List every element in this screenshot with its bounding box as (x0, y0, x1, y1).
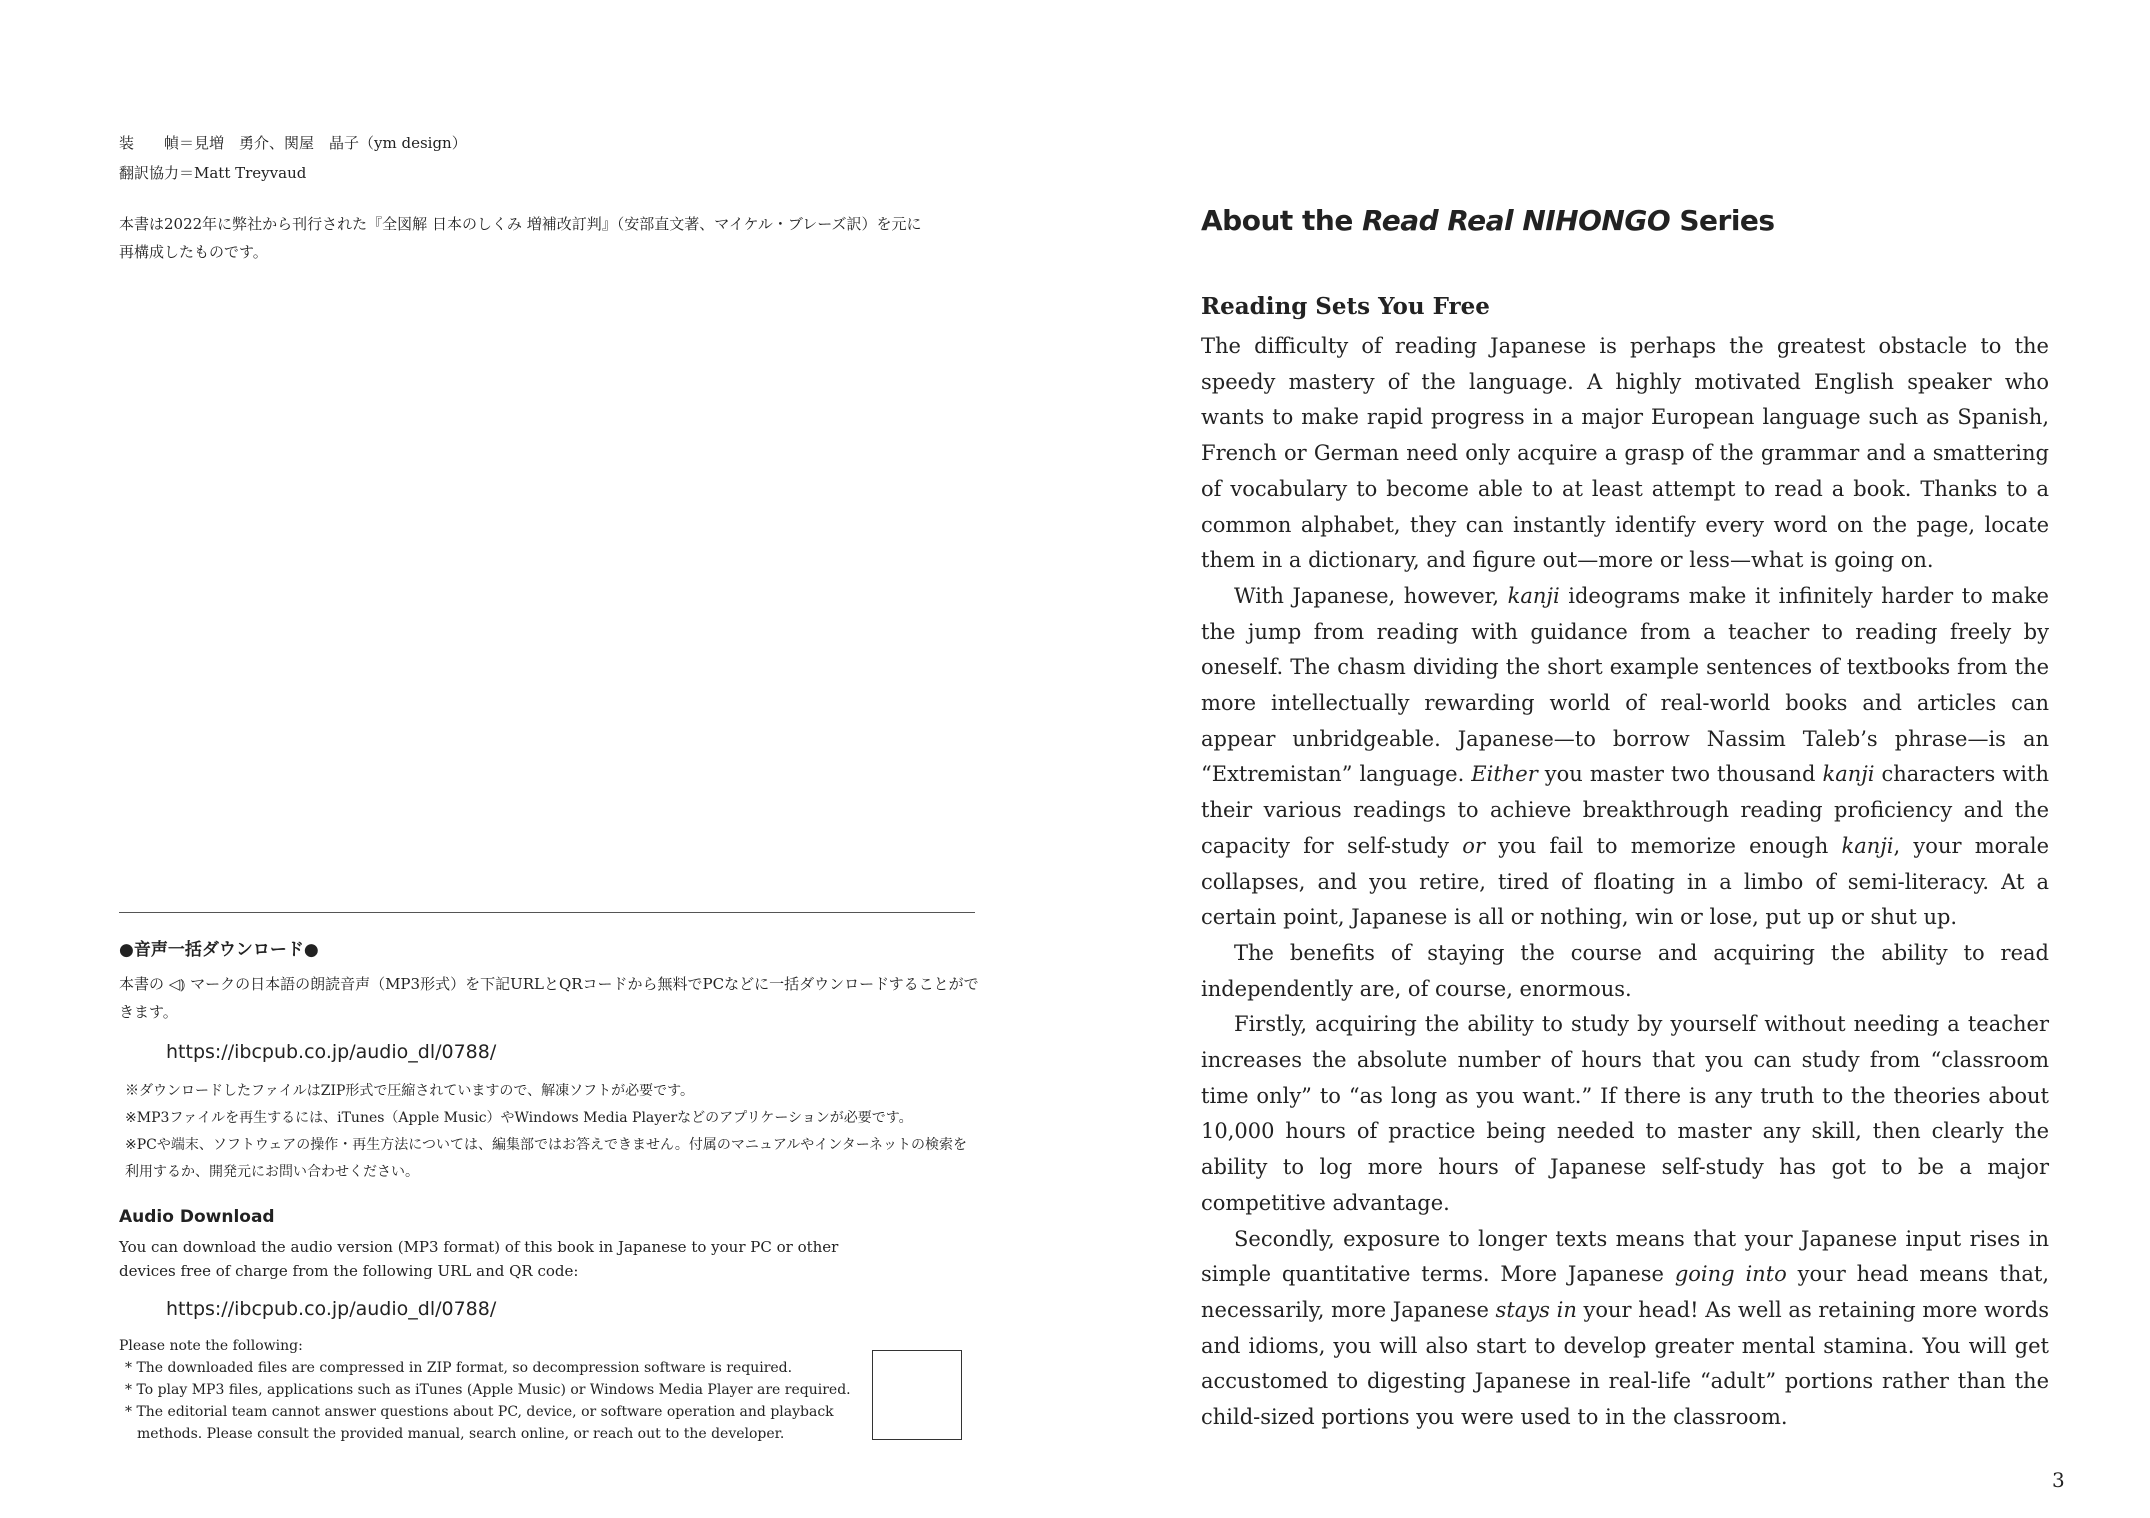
essay-paragraph (1201, 936, 2049, 1007)
essay-text: Secondly, exposure to longer texts means that your Japanese input rises in simple quantitative terms. More Japanese (1201, 1226, 2049, 1287)
essay-emphasis: kanji (1841, 833, 1894, 858)
page-number: 3 (2052, 1468, 2065, 1492)
essay-paragraph (1201, 329, 2049, 579)
jp-download-heading: ●音声一括ダウンロード● (119, 940, 319, 960)
jp-download-note: ※ダウンロードしたファイルはZIP形式で圧縮されていますので、解凍ソフトが必要です。 (125, 1083, 694, 1099)
en-download-note: * The editorial team cannot answer questions about PC, device, or software operation and playback methods. Please consult the provided manual, search online, or reach out to the developer. (125, 1404, 834, 1442)
essay-emphasis: kanji (1507, 583, 1560, 608)
essay-paragraph (1201, 1222, 2049, 1436)
essay-paragraph (1201, 579, 2049, 936)
essay-emphasis: or (1462, 833, 1485, 858)
jp-audio-download-section (119, 938, 979, 1186)
en-download-note-heading: Please note the following: (119, 1338, 303, 1354)
essay-text: With Japanese, however, (1234, 583, 1508, 608)
en-download-body: You can download the audio version (MP3 format) of this book in Japanese to your PC or other devices free of charge from the following URL and QR code: (119, 1238, 839, 1280)
right-page (1201, 196, 2049, 1436)
essay-emphasis: kanji (1822, 762, 1875, 787)
title-suffix: Series (1670, 204, 1775, 237)
jp-download-body: 本書の ◁⦆ マークの日本語の朗読音声（MP3形式）を下記URLとQRコードから無料でPCなどに一括ダウンロードすることができます。 (119, 975, 979, 1021)
essay-body (1201, 329, 2049, 1436)
series-title (1201, 196, 2049, 246)
credit-design: 装 幀＝見増 勇介、関屋 晶子（ym design） (119, 134, 467, 152)
section-title: Reading Sets You Free (1201, 293, 1490, 320)
essay-text: you master two thousand (1537, 762, 1823, 787)
credits-block (119, 128, 959, 188)
origin-line: 本書は2022年に弊社から刊行された『全図解 日本のしくみ 増補改訂判』（安部直文著、マイケル・ブレーズ訳）を元に (119, 215, 922, 233)
essay-text: The benefits of staying the course and acquiring the ability to read independently are, of course, enormous. (1201, 940, 2049, 1001)
en-download-note: * To play MP3 files, applications such as iTunes (Apple Music) or Windows Media Player are required. (125, 1382, 851, 1398)
en-download-heading: Audio Download (119, 1207, 275, 1227)
essay-emphasis: going into (1674, 1262, 1787, 1287)
en-audio-download-section (119, 1203, 879, 1445)
en-download-url[interactable]: https://ibcpub.co.jp/audio_dl/0788/ (166, 1298, 497, 1320)
qr-code-placeholder (872, 1350, 962, 1440)
jp-download-note: ※MP3ファイルを再生するには、iTunes（Apple Music）やWindows Media Playerなどのアプリケーションが必要です。 (125, 1110, 913, 1126)
jp-download-url[interactable]: https://ibcpub.co.jp/audio_dl/0788/ (166, 1041, 497, 1063)
essay-text: Firstly, acquiring the ability to study by yourself without needing a teacher increases the absolute number of hours that you can study from “classroom time only” to “as long as you want.” If there is any truth to the theories about 10,000 hours of practice being needed to master any skill, then clearly the ability to log more hours of Japanese self-study has got to be a major competitive advantage. (1201, 1012, 2049, 1215)
origin-line: 再構成したものです。 (119, 243, 268, 261)
title-prefix: About the (1201, 204, 1363, 237)
essay-text: your head means that, necessarily, more Japanese (1201, 1262, 2049, 1322)
essay-paragraph (1201, 1007, 2049, 1221)
essay-text: you fail to memorize enough (1484, 833, 1842, 858)
credit-translation: 翻訳協力＝Matt Treyvaud (119, 164, 307, 182)
en-download-note: * The downloaded files are compressed in ZIP format, so decompression software is required. (125, 1360, 793, 1376)
essay-text: ideograms make it infinitely harder to make the jump from reading with guidance from a teacher to reading freely by oneself. The chasm dividing the short example sentences of textbooks from the more intellectually rewarding world of real-world books and articles can appear unbridgeable. Japanese—to borrow Nassim Taleb’s phrase—is an “Extremistan” language. (1201, 583, 2049, 787)
title-series-name: Read Real NIHONGO (1362, 204, 1671, 237)
section-divider (119, 912, 975, 913)
essay-text: your head! As well as retaining more words and idioms, you will also start to develop greater mental stamina. You will get accustomed to digesting Japanese in real-life “adult” portions rather than the child-sized portions you were used to in the classroom. (1201, 1297, 2049, 1430)
essay-text: characters with their various readings to achieve breakthrough reading proficiency and the capacity for self-study (1201, 762, 2049, 858)
origin-note (119, 210, 959, 266)
essay-text: The difficulty of reading Japanese is perhaps the greatest obstacle to the speedy mastery of the language. A highly motivated English speaker who wants to make rapid progress in a major European language such as Spanish, French or German need only acquire a grasp of the grammar and a smattering of vocabulary to become able to at least attempt to read a book. Thanks to a common alphabet, they can instantly identify every word on the page, locate them in a dictionary, and figure out—more or less—what is going on. (1201, 334, 2049, 573)
essay-emphasis: stays in (1495, 1297, 1577, 1322)
essay-text: , your morale collapses, and you retire, tired of floating in a limbo of semi-literacy. At a certain point, Japanese is all or nothing, win or lose, put up or shut up. (1201, 833, 2050, 930)
essay-emphasis: Either (1471, 762, 1538, 787)
en-download-notes (119, 1357, 879, 1445)
jp-download-note: ※PCや端末、ソフトウェアの操作・再生方法については、編集部ではお答えできません。付属のマニュアルやインターネットの検索を利用するか、開発元にお問い合わせください。 (125, 1137, 968, 1180)
